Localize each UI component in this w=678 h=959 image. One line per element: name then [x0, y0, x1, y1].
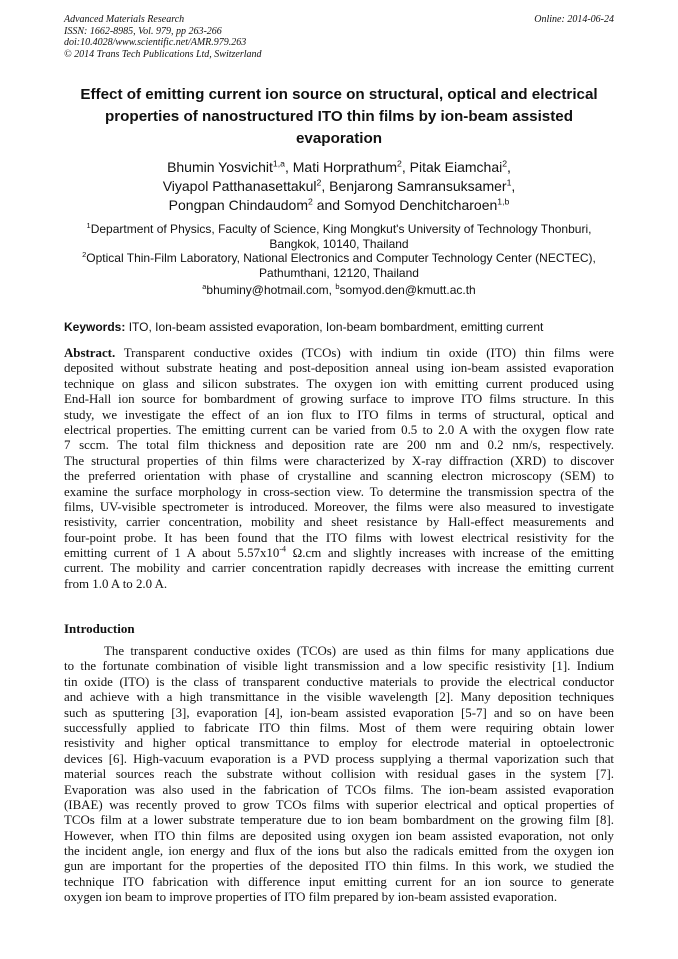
abstract-line: deposited without substrate heating and post-deposition anneal using ion-beam assisted evaporation [64, 361, 614, 376]
intro-line: tin oxide (ITO) is the class of transparent conductive materials to provide the electrical conductor [64, 674, 614, 689]
author-name: Benjarong Samransuksamer [329, 178, 507, 194]
issn-line: ISSN: 1662-8985, Vol. 979, pp 263-266 [64, 25, 222, 37]
email-separator: , [328, 283, 336, 298]
author-separator: , [507, 159, 511, 175]
copyright-line: © 2014 Trans Tech Publications Ltd, Switzerland [64, 48, 262, 60]
author-line [58, 196, 620, 215]
intro-line: technique ITO fabrication with difference input emitting current for an ion source to generate [64, 874, 614, 889]
email-mark: b [335, 282, 340, 292]
author-name: Pongpan Chindaudom [168, 197, 308, 213]
author-affil-mark: 2 [308, 196, 313, 207]
abstract-line: electrical properties. The emitting current can be varied from 0.5 to 2.0 A with the oxygen flow rate [64, 422, 614, 437]
abstract-line: films, UV-visible spectrometer is introduced. Moreover, the films were also measured to investigate [64, 499, 614, 514]
author-affil-mark: 2 [397, 158, 402, 169]
author-list [58, 158, 620, 215]
intro-line: gun are important for the properties of the deposited ITO thin films. In this work, we studied the [64, 859, 614, 874]
affiliation-mark: 1 [86, 221, 91, 230]
affiliations [58, 222, 620, 298]
intro-line: material sources reach the substrate without collision with residual gases in the system [7]. [64, 767, 614, 782]
online-date-text: Online: 2014-06-24 [534, 14, 614, 25]
contact-emails [58, 283, 620, 298]
intro-line: such as sputtering [3], evaporation [4], ion-beam assisted evaporation [5-7] and so on have been [64, 705, 614, 720]
author-affil-mark: 2 [316, 177, 322, 188]
journal-name: Advanced Materials Research [64, 14, 185, 25]
intro-line: TCOs film at a lower substrate temperature due to ion beam bombardment on the growing film [8]. [64, 813, 614, 828]
abstract-line [64, 346, 614, 361]
intro-line: to the fortunate combination of visible light transmission and a low specific resistivity [1]. Indium [64, 659, 614, 674]
intro-line: The transparent conductive oxides (TCOs) are used as thin films for many applications due [104, 644, 614, 658]
email-address: somyod.den@kmutt.ac.th [339, 283, 476, 298]
abstract-line: technique on glass and silicon substrates. The oxygen ion with emitting current produced using [64, 376, 614, 391]
author-separator: , [511, 178, 516, 194]
keywords-text: ITO, Ion-beam assisted evaporation, Ion-beam bombardment, emitting current [125, 320, 544, 334]
intro-line: oxygen ion beam to improve properties of ITO film prepared by ion-beam assisted evaporation. [64, 890, 558, 905]
title-line: Effect of emitting current ion source on structural, optical and electrical [80, 86, 598, 103]
author-affil-mark: 1,b [497, 196, 510, 207]
author-separator: , [401, 159, 410, 175]
abstract [64, 346, 614, 592]
journal-header [64, 14, 262, 60]
abstract-label: Abstract. [64, 346, 116, 360]
affiliation-mark: 2 [82, 250, 87, 260]
paper-title [58, 84, 620, 150]
author-name: Bhumin Yosvichit [167, 159, 273, 175]
keywords-label: Keywords: [64, 320, 126, 334]
affiliation-line: Bangkok, 10140, Thailand [269, 236, 409, 251]
introduction-body [64, 644, 614, 906]
author-name: Viyapol Patthanasettakul [162, 178, 317, 194]
intro-line: successfully applied to fabricate ITO thin films. Most of them were requiring obtain lower [64, 720, 614, 735]
affiliation-text: Optical Thin-Film Laboratory, National Electronics and Computer Technology Center (NECTEC), [86, 251, 596, 266]
title-line: evaporation [295, 130, 383, 147]
author-name: Mati Horprathum [292, 159, 398, 175]
section-heading-introduction: Introduction [64, 621, 135, 636]
author-separator: , [321, 178, 330, 194]
keywords [64, 320, 616, 335]
author-line [58, 177, 620, 196]
abstract-line: from 1.0 A to 2.0 A. [64, 576, 168, 591]
abstract-line: current. The mobility and carrier concentration rapidly decreases with increase the emitting current [64, 561, 614, 576]
abstract-line: the preferred orientation with phase of crystalline and scanning electron microscopy (SEM) to [64, 469, 614, 484]
author-name: Somyod Denchitcharoen [343, 197, 498, 213]
abstract-line: 7 sccm. The total film thickness and deposition rate are 200 nm and 0.2 nm/s, respectively. [64, 438, 614, 453]
intro-line: devices [6]. High-vacuum evaporation is a PVD process supplying a thermal vaporization such that [64, 751, 614, 766]
abstract-line: End-Hall ion source for bombardment of growing surface to improve ITO films structure. In this [64, 392, 614, 407]
abstract-line: four-point probe. It has been found that the ITO films with lowest electrical resistivity for the [64, 530, 614, 545]
intro-line: the incident angle, ion energy and flux of the ions but also the radicals emitted from the oxygen ion [64, 844, 614, 859]
resistivity-exponent: -4 [279, 544, 286, 554]
resistivity-text: emitting current of 1 A about 5.57x10 [64, 546, 280, 561]
online-date [534, 14, 614, 26]
email-address: bhuminy@hotmail.com [206, 283, 329, 298]
affiliation-line: Pathumthani, 12120, Thailand [259, 265, 419, 280]
doi-line: doi:10.4028/www.scientific.net/AMR.979.263 [64, 37, 247, 48]
intro-line: and achieve with a high transmittance in the visible wavelength [2]. Many deposition techniques [64, 690, 614, 705]
title-line: properties of nanostructured ITO thin films by ion-beam assisted [104, 108, 574, 125]
affiliation-text: Department of Physics, Faculty of Science, King Mongkut's University of Technology Thonburi, [90, 222, 592, 236]
author-affil-mark: 1,a [272, 158, 285, 169]
affiliation-line [58, 222, 620, 237]
author-separator: , [284, 159, 293, 175]
intro-line: (IBAE) was recently proved to grow TCOs films with superior electrical and optical properties of [64, 797, 614, 812]
resistivity-text-cont: Ω.cm and slightly increases with increase of the emitting [285, 546, 614, 561]
abstract-line: examine the surface morphology in cross-section view. To determine the transmission spectra of the [64, 484, 614, 499]
author-affil-mark: 2 [502, 158, 508, 169]
abstract-text: Transparent conductive oxides (TCOs) with indium tin oxide (ITO) thin films were [115, 346, 614, 360]
abstract-line [64, 546, 614, 561]
intro-line: resistivity and higher optical transmittance to employ for electrode material in optoelectronic [64, 736, 614, 751]
abstract-line: The structural properties of thin films were characterized by X-ray diffraction (XRD) to discover [64, 453, 614, 468]
intro-line: Evaporation was also used in the fabrication of TCOs films. The ion-beam assisted evaporation [64, 782, 614, 797]
abstract-line: resistivity, carrier concentration, mobility and sheet resistance by Hall-effect measurements and [64, 515, 614, 530]
author-affil-mark: 1 [506, 177, 512, 188]
author-line [58, 158, 620, 177]
author-separator: and [312, 197, 344, 213]
abstract-line: study, we investigate the effect of an ion flux to ITO films in terms of structural, optical and [64, 407, 614, 422]
intro-line: However, when ITO thin films are deposited using oxygen ion beam assisted evaporation, not only [64, 828, 614, 843]
email-mark: a [202, 282, 207, 292]
author-name: Pitak Eiamchai [409, 159, 503, 175]
affiliation-line [58, 251, 620, 266]
